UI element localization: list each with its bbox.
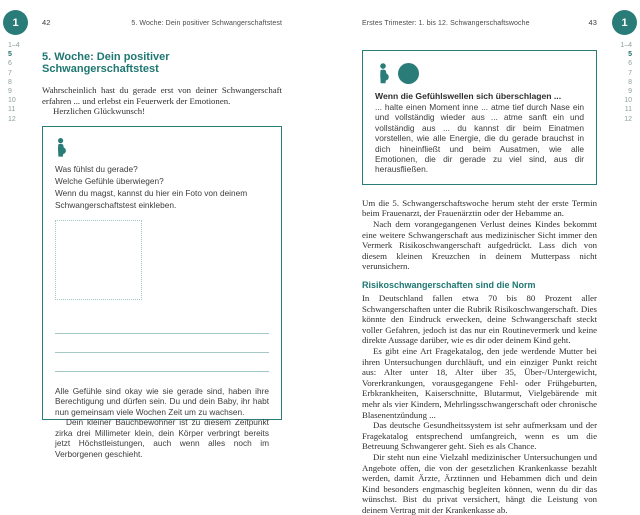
prompt-line: Was fühlst du gerade? [55, 163, 138, 174]
right-page-header [362, 18, 597, 27]
week-nav-item: 12 [8, 115, 16, 123]
chapter-tab-left: 1 [3, 10, 28, 35]
chapter-heading: 5. Woche: Dein positiver Schwangerschaftstest [42, 51, 170, 75]
week-nav-item: 10 [624, 97, 632, 105]
pregnant-figure-icon [55, 138, 269, 157]
left-running-head: 5. Woche: Dein positiver Schwangerschaftstest [131, 20, 282, 27]
chapter-tab-right: 1 [612, 10, 637, 35]
week-nav-item: 8 [628, 78, 632, 86]
breathing-exercise-box [362, 50, 597, 185]
week-nav-item-active: 5 [628, 51, 632, 59]
body-paragraph: Es gibt eine Art Fragekatalog, den jede werdende Mutter bei ihren Untersuchungen durchläuft, und ein einziger Punkt reicht aus: Alter unter 18, Alter über 35, Über-/Untergewicht, Vorerkrankungen, vorausgegangene Fehl- oder Frühgeburten, Erbkrankheiten, Kaiserschnitte, Blutarmut, Vielgebärende mit mehr als vier Kindern, Mehrlingsschwangerschaft oder chronische Blasenentzündung ... [362, 345, 597, 420]
week-nav-item-active: 5 [8, 51, 12, 59]
breathing-box-title: Wenn die Gefühlswellen sich überschlagen ... [375, 91, 562, 101]
week-nav-item: 11 [8, 106, 16, 114]
page-right [320, 0, 640, 515]
page-left [0, 0, 320, 459]
section-subheading: Risikoschwangerschaften sind die Norm [362, 280, 536, 290]
writing-line [55, 334, 269, 353]
week-nav-item: 9 [628, 88, 632, 96]
note-paragraph: Dein kleiner Bauchbewohner ist zu diesem Zeitpunkt zirka drei Millimeter klein, dein Körper verbringt bereits jetzt Höchstleistungen, auch wenn alles noch im Verborgenen geschieht. [55, 417, 269, 459]
body-paragraph: Nach dem vorangegangenen Verlust deines Kindes bekommt eine weitere Schwangerschaft aus medizinischer Sicht immer den Vermerk Risikoschwangerschaft aufgedrückt. Lass dich von diesem kleinen Kreuzchen in deinem Mutterpass nicht verunsichern. [362, 219, 597, 272]
journal-box [42, 126, 282, 459]
left-page-header [42, 18, 282, 27]
week-nav-item: 6 [8, 60, 12, 68]
week-nav-item: 1–4 [620, 42, 632, 49]
intro-paragraph: Wahrscheinlich hast du gerade erst von deiner Schwangerschaft erfahren ... und erlebst ein Feuerwerk der Emotionen. [42, 85, 282, 106]
breathing-box-body: ... halte einen Moment inne ... atme tief durch Nase ein und vollständig wieder aus ... atme sanft ein und vollständig aus ... du kannst dir beim Einatmen vorstellen, wie alle Energie, die du gerade brauchst in dich hineinfließt und beim Ausatmen, wie alle Emotionen, die dir gerade zu viel sind, aus dir herausfließen. [375, 102, 584, 175]
week-nav-item: 7 [628, 69, 632, 77]
week-nav-item: 10 [8, 97, 16, 105]
prompt-line: Wenn du magst, kannst du hier ein Foto von deinem Schwangerschaftstest einkleben. [55, 187, 248, 210]
body-paragraph: Das deutsche Gesundheitssystem ist sehr aufmerksam und der Fragekatalog entsprechend umfangreich, wenn es um die Betreuung Schwangerer geht. Sieh es als Chance. [362, 420, 597, 452]
writing-line [55, 315, 269, 334]
week-nav-item: 9 [8, 88, 12, 96]
week-nav-left [8, 41, 20, 124]
breathing-box-icons [377, 63, 584, 84]
writing-line [55, 353, 269, 372]
photo-placeholder [55, 220, 142, 300]
left-page-number: 42 [42, 18, 51, 27]
week-nav-item: 12 [624, 115, 632, 123]
week-nav-right [620, 41, 632, 124]
week-nav-item: 11 [624, 106, 632, 114]
body-paragraph: Dir steht nun eine Vielzahl medizinischer Untersuchungen und Angebote offen, die von der gesetzlichen Krankenkasse bezahlt werden, damit Ärzte, Ärztinnen und Hebammen dich und dein Kind besonders engmaschig begleiten können, wenn du dir das wünschst. Bist du privat versichert, hängt die Leistung von deinem Vertrag mit der Krankenkasse ab. [362, 451, 597, 515]
week-nav-item: 7 [8, 69, 12, 77]
week-nav-item: 8 [8, 78, 12, 86]
body-paragraph: Um die 5. Schwangerschaftswoche herum steht der erste Termin beim Frauenarzt, der Frauenärztin oder der Hebamme an. [362, 197, 597, 219]
prompt-line: Welche Gefühle überwiegen? [55, 175, 164, 186]
right-running-head: Erstes Trimester: 1. bis 12. Schwangerschaftswoche [362, 20, 530, 27]
week-nav-item: 6 [628, 60, 632, 68]
breath-circle-icon [398, 63, 419, 84]
right-page-number: 43 [588, 18, 597, 27]
journal-note [55, 386, 269, 460]
week-nav-item: 1–4 [8, 42, 20, 49]
right-page-text [362, 198, 597, 515]
intro-congrats: Herzlichen Glückwunsch! [53, 106, 146, 117]
pregnant-figure-icon [377, 63, 391, 84]
journal-prompts [55, 163, 269, 211]
note-paragraph: Alle Gefühle sind okay wie sie gerade sind, haben ihre Berechtigung und dürfen sein. Du und dein Baby, ihr habt nun gemeinsam viele Wochen Zeit um zu wachsen. [55, 385, 269, 417]
body-paragraph: In Deutschland fallen etwa 70 bis 80 Prozent aller Schwangerschaften unter die Rubrik Risikoschwangerschaft. Dies könnte den Eindruck erwecken, deine Schwangerschaft steckt voller Gefahren, jedoch ist das nur ein Routinevermerk und keine direkte Aussage darüber, wie es dir oder deinem Kind geht. [362, 293, 597, 346]
